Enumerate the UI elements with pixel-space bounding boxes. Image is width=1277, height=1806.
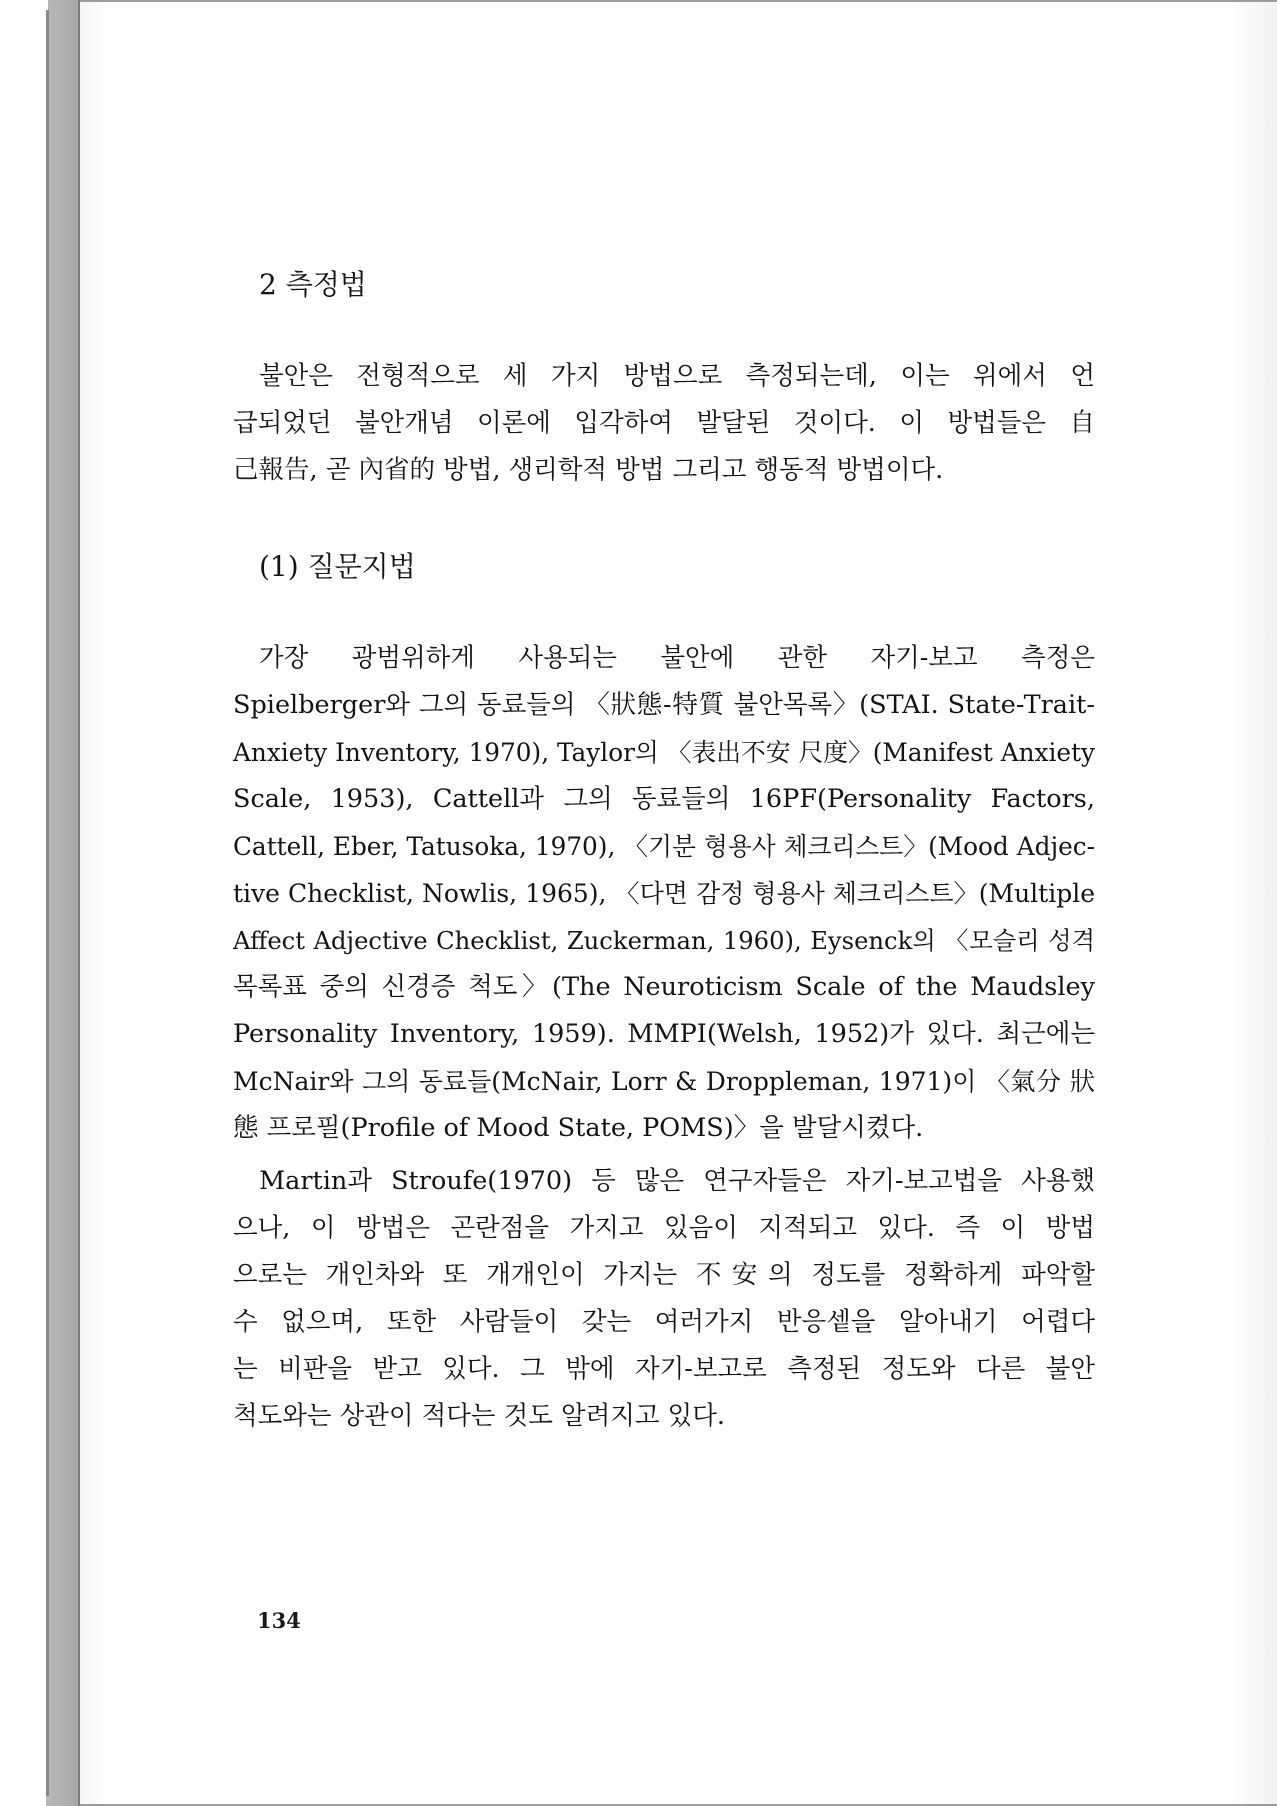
section-title: 2 측정법 [259,268,367,301]
paragraph-line: 己報告, 곧 內省的 방법, 생리학적 방법 그리고 행동적 방법이다. [233,455,944,485]
paragraph-line: Spielberger와 그의 동료들의 〈狀態-特質 불안목록〉(STAI. State-Trait- [233,690,1095,720]
paragraph-line: 척도와는 상관이 적다는 것도 알려지고 있다. [233,1401,726,1431]
paragraph-line: Martin과 Stroufe(1970) 등 많은 연구자들은 자기-보고법을 사용했 [259,1166,1095,1196]
intro-paragraph [233,353,1095,494]
paragraph-line: 으로는 개인차와 또 개개인이 가지는 不安의 정도를 정확하게 파악할 [233,1260,1095,1290]
page-left-border [78,0,80,1806]
critique-paragraph [233,1158,1095,1440]
paragraph-line: Anxiety Inventory, 1970), Taylor의 〈表出不安 尺度〉(Manifest Anxiety [233,738,1095,767]
paragraph-line: 수 없으며, 또한 사람들이 갖는 여러가지 반응셑을 알아내기 어렵다 [233,1307,1095,1337]
paragraph-line: 는 비판을 받고 있다. 그 밖에 자기-보고로 측정된 정도와 다른 불안 [233,1354,1095,1384]
paragraph-line: 가장 광범위하게 사용되는 불안에 관한 자기-보고 측정은 [259,643,1095,673]
paragraph-line: 불안은 전형적으로 세 가지 방법으로 측정되는데, 이는 위에서 언 [259,361,1095,391]
paragraph-line: 態 프로필(Profile of Mood State, POMS)〉을 발달시켰다. [233,1113,924,1143]
paragraph-line: 급되었던 불안개념 이론에 입각하여 발달된 것이다. 이 방법들은 自 [233,408,1095,438]
paragraph-line: tive Checklist, Nowlis, 1965), 〈다면 감정 형용사 체크리스트〉(Multiple [233,879,1095,908]
book-spine-edge [0,0,78,1806]
spine-outline [46,10,49,1796]
paragraph-line: Affect Adjective Checklist, Zuckerman, 1960), Eysenck의 〈모슬리 성격 [233,926,1095,955]
questionnaire-paragraph [233,635,1095,1152]
paragraph-line: Scale, 1953), Cattell과 그의 동료들의 16PF(Personality Factors, [233,784,1095,814]
paragraph-line: Cattell, Eber, Tatusoka, 1970), 〈기분 형용사 체크리스트〉(Mood Adjec- [233,832,1095,861]
paragraph-line: 으나, 이 방법은 곤란점을 가지고 있음이 지적되고 있다. 즉 이 방법 [233,1213,1095,1243]
page-number: 134 [257,1608,301,1633]
paragraph-line: McNair와 그의 동료들(McNair, Lorr & Droppleman, 1971)이 〈氣分 狀 [233,1067,1095,1096]
paragraph-line: Personality Inventory, 1959). MMPI(Welsh, 1952)가 있다. 최근에는 [233,1019,1095,1049]
subsection-title: (1) 질문지법 [259,550,416,583]
paragraph-line: 목록표 중의 신경증 척도〉(The Neuroticism Scale of the Maudsley [233,972,1095,1002]
